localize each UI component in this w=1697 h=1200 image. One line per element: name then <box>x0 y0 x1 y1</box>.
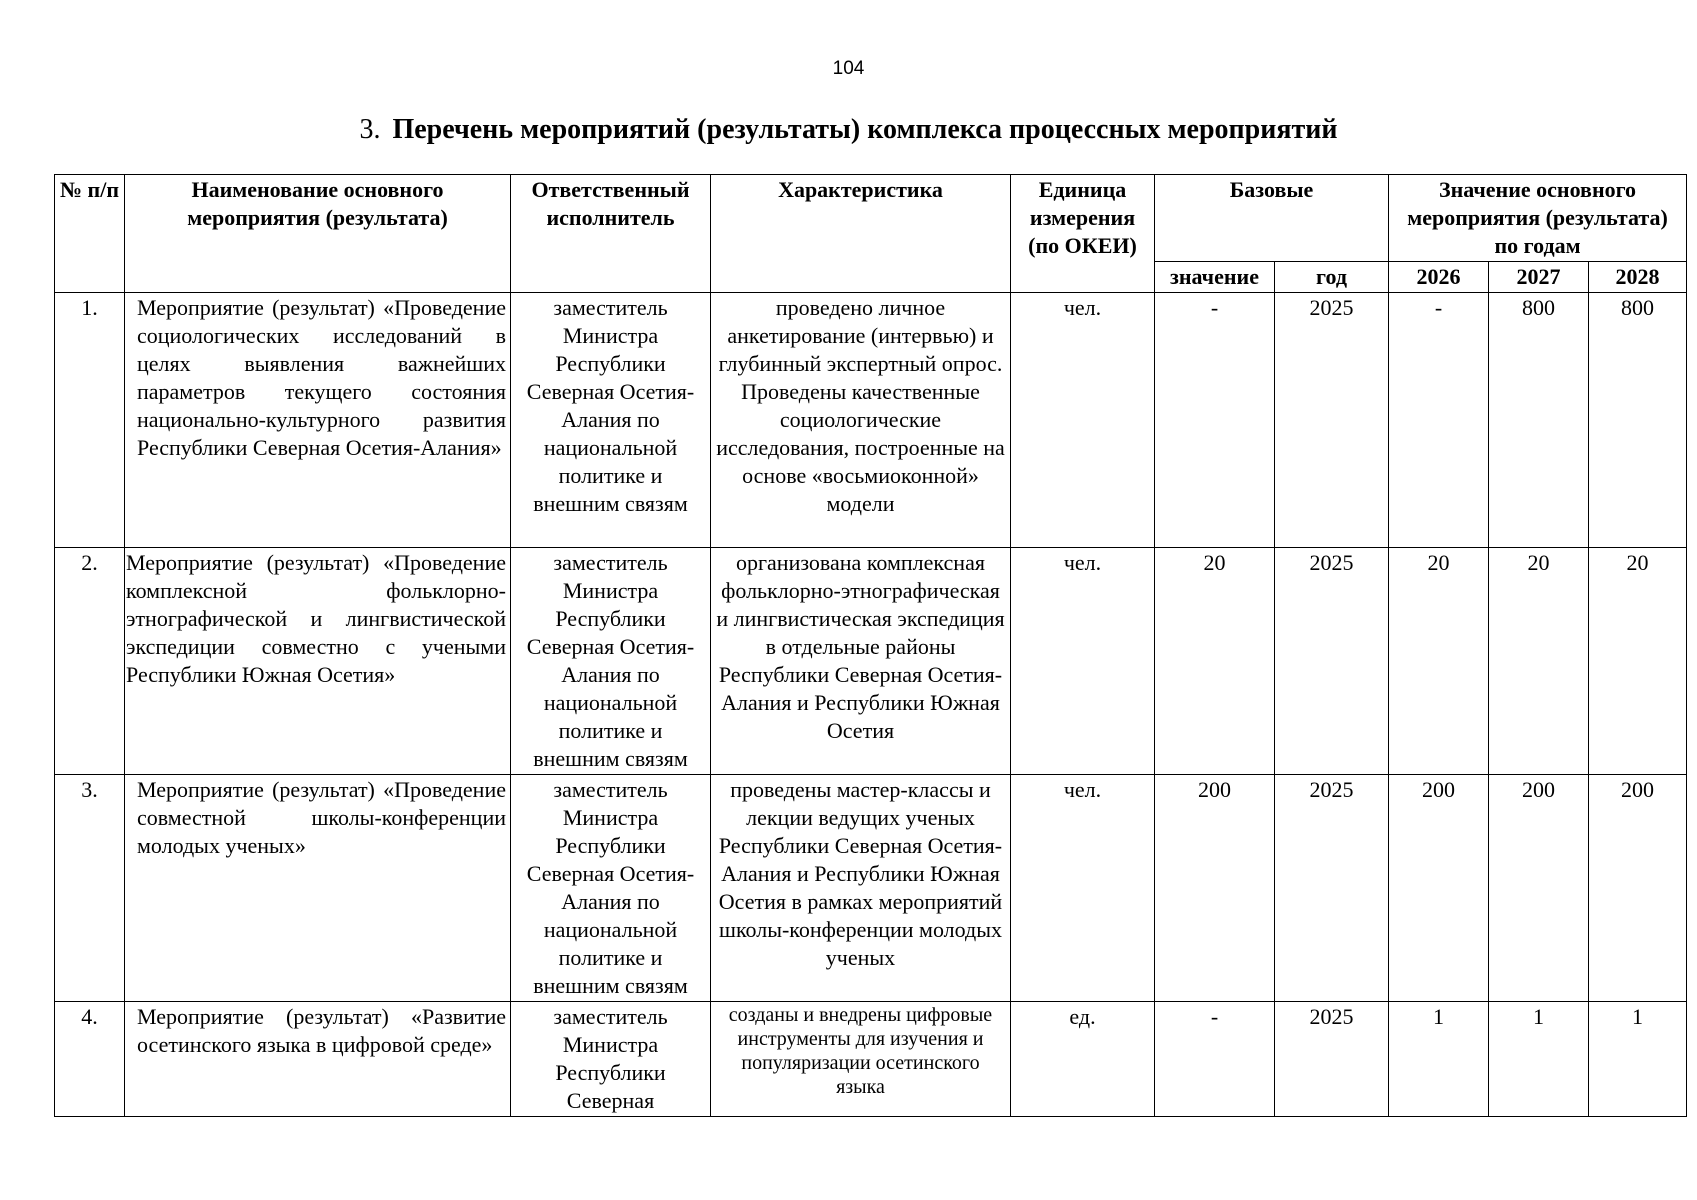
header-y2026: 2026 <box>1389 262 1489 293</box>
table-row <box>55 548 1687 775</box>
row-y2028: 800 <box>1589 293 1687 548</box>
table-row <box>55 293 1687 548</box>
page-number: 104 <box>832 58 865 79</box>
section-title-text: Перечень мероприятий (результаты) комплекса процессных мероприятий <box>392 114 1338 145</box>
header-y2028: 2028 <box>1589 262 1687 293</box>
row-responsible: заместитель Министра Республики Северная <box>511 1002 711 1117</box>
row-y2027: 1 <box>1489 1002 1589 1117</box>
row-base-year: 2025 <box>1275 548 1389 775</box>
row-y2026: 200 <box>1389 775 1489 1002</box>
row-num: 3. <box>55 775 125 1002</box>
row-responsible: заместитель Министра Республики Северная Осетия-Алания по национальной политике и внешним связям <box>511 548 711 775</box>
measures-table <box>54 174 1687 1117</box>
row-y2028: 200 <box>1589 775 1687 1002</box>
row-unit: чел. <box>1011 293 1155 548</box>
row-base-value: - <box>1155 293 1275 548</box>
row-base-year: 2025 <box>1275 293 1389 548</box>
header-name: Наименование основного мероприятия (результата) <box>125 175 511 293</box>
header-unit: Единица измерения (по ОКЕИ) <box>1011 175 1155 293</box>
row-unit: чел. <box>1011 548 1155 775</box>
row-y2027: 800 <box>1489 293 1589 548</box>
section-number: 3. <box>359 114 381 145</box>
header-base-value: значение <box>1155 262 1275 293</box>
row-y2028: 1 <box>1589 1002 1687 1117</box>
row-base-year: 2025 <box>1275 1002 1389 1117</box>
row-base-year: 2025 <box>1275 775 1389 1002</box>
row-y2027: 20 <box>1489 548 1589 775</box>
table-row <box>55 775 1687 1002</box>
row-unit: чел. <box>1011 775 1155 1002</box>
row-y2026: 1 <box>1389 1002 1489 1117</box>
row-responsible: заместитель Министра Республики Северная Осетия-Алания по национальной политике и внешним связям <box>511 293 711 548</box>
row-num: 1. <box>55 293 125 548</box>
row-y2026: 20 <box>1389 548 1489 775</box>
row-num: 2. <box>55 548 125 775</box>
header-base: Базовые <box>1155 175 1389 262</box>
row-characteristic: организована комплексная фольклорно-этнографическая и лингвистическая экспедиция в отдельные районы Республики Северная Осетия-Алания и Республики Южная Осетия <box>711 548 1011 775</box>
row-base-value: - <box>1155 1002 1275 1117</box>
row-name: Мероприятие (результат) «Развитие осетинского языка в цифровой среде» <box>125 1002 511 1117</box>
row-y2028: 20 <box>1589 548 1687 775</box>
section-title <box>0 114 1697 146</box>
row-num: 4. <box>55 1002 125 1117</box>
header-num: № п/п <box>55 175 125 293</box>
row-characteristic: созданы и внедрены цифровые инструменты для изучения и популяризации осетинского языка <box>711 1002 1011 1117</box>
row-y2027: 200 <box>1489 775 1589 1002</box>
row-unit: ед. <box>1011 1002 1155 1117</box>
header-responsible: Ответственный исполнитель <box>511 175 711 293</box>
table-row <box>55 1002 1687 1117</box>
header-characteristic: Характеристика <box>711 175 1011 293</box>
row-characteristic: проведены мастер-классы и лекции ведущих ученых Республики Северная Осетия-Алания и Республики Южная Осетия в рамках мероприятий школы-конференции молодых ученых <box>711 775 1011 1002</box>
row-name: Мероприятие (результат) «Проведение совместной школы-конференции молодых ученых» <box>125 775 511 1002</box>
row-name: Мероприятие (результат) «Проведение комплексной фольклорно-этнографической и лингвистической экспедиции совместно с учеными Республики Южная Осетия» <box>125 548 511 775</box>
row-responsible: заместитель Министра Республики Северная Осетия-Алания по национальной политике и внешним связям <box>511 775 711 1002</box>
row-y2026: - <box>1389 293 1489 548</box>
row-name: Мероприятие (результат) «Проведение социологических исследований в целях выявления важнейших параметров текущего состояния национально-культурного развития Республики Северная Осетия-Алания» <box>125 293 511 548</box>
header-base-year: год <box>1275 262 1389 293</box>
row-base-value: 20 <box>1155 548 1275 775</box>
row-characteristic: проведено личное анкетирование (интервью) и глубинный экспертный опрос. Проведены качественные социологические исследования, построенные на основе «восьмиоконной» модели <box>711 293 1011 548</box>
header-y2027: 2027 <box>1489 262 1589 293</box>
row-base-value: 200 <box>1155 775 1275 1002</box>
header-yearly: Значение основного мероприятия (результата) по годам <box>1389 175 1687 262</box>
